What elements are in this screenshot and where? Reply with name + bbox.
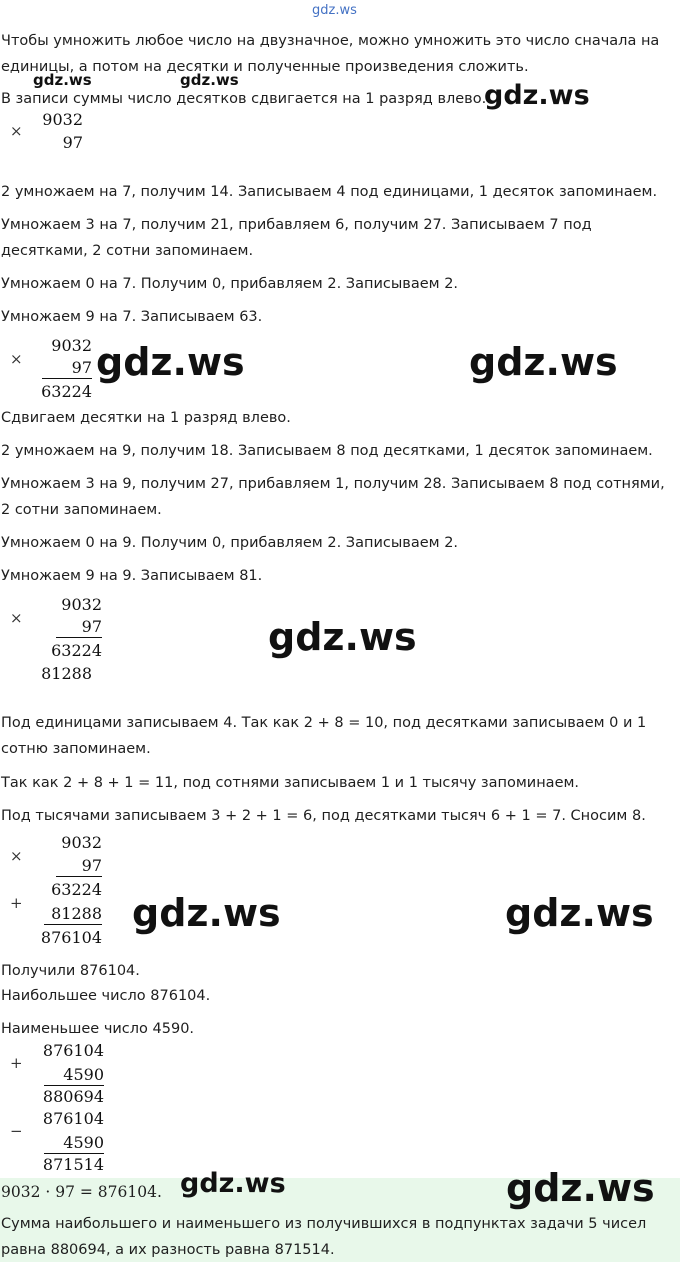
multiply-sign: ×	[10, 122, 23, 140]
max-number-text: Наибольшее число 876104.	[1, 988, 211, 1004]
step-text: Умножаем 3 на 7, получим 21, прибавляем 6, получим 27. Записываем 7 под десятками, 2 сотни запоминаем.	[1, 217, 592, 259]
step-text: Умножаем 0 на 9. Получим 0, прибавляем 2. Записываем 2.	[1, 535, 459, 551]
watermark: gdz.ws	[180, 1168, 286, 1199]
min-number-text: Наименьшее число 4590.	[1, 1021, 195, 1037]
partial-product-shifted: 81288	[41, 664, 92, 683]
multiply-sign: ×	[10, 609, 23, 627]
partial-product: 63224	[41, 382, 92, 401]
minus-sign: −	[10, 1122, 23, 1140]
multiply-sign: ×	[10, 847, 23, 865]
diff-operand-a: 876104	[42, 1109, 104, 1128]
multiplier: 97	[56, 856, 102, 877]
intro-paragraph: Чтобы умножить любое число на двузначное, можно умножить это число сначала на единицы, а потом на десятки и полученные произведения сложить.	[1, 33, 660, 75]
step-text: Под единицами записываем 4. Так как 2 + 8 = 10, под десятками записываем 0 и 1 сотню запоминаем.	[1, 715, 647, 757]
multiply-sign: ×	[10, 350, 23, 368]
watermark: gdz.ws	[180, 71, 239, 89]
step-text: 2 умножаем на 9, получим 18. Записываем 8 под десятками, 1 десяток запоминаем.	[1, 443, 653, 459]
watermark: gdz.ws	[132, 891, 281, 935]
diff-result: 871514	[42, 1155, 104, 1174]
intro-shift-note: В записи суммы число десятков сдвигается на 1 разряд влево.	[1, 91, 487, 107]
watermark: gdz.ws	[484, 80, 590, 111]
sum-operand-a: 876104	[42, 1041, 104, 1060]
watermark: gdz.ws	[268, 615, 417, 659]
diff-operand-b: 4590	[44, 1133, 104, 1154]
sum-result: 880694	[42, 1087, 104, 1106]
multiplicand: 9032	[42, 110, 83, 129]
multiplier: 97	[42, 358, 92, 379]
step-text: 2 умножаем на 7, получим 14. Записываем 4 под единицами, 1 десяток запоминаем.	[1, 184, 658, 200]
result-text: Получили 876104.	[1, 963, 140, 979]
multiplicand: 9032	[61, 595, 102, 614]
plus-sign: +	[10, 894, 23, 912]
plus-sign: +	[10, 1054, 23, 1072]
multiplicand: 9032	[61, 833, 102, 852]
multiplicand: 9032	[51, 336, 92, 355]
step-text: Умножаем 0 на 7. Получим 0, прибавляем 2. Записываем 2.	[1, 276, 459, 292]
partial-product: 63224	[51, 880, 102, 899]
watermark-top: gdz.ws	[312, 3, 357, 18]
step-text: Умножаем 3 на 9, получим 27, прибавляем 1, получим 28. Записываем 8 под сотнями, 2 сотни запоминаем.	[1, 476, 665, 518]
step-text: Так как 2 + 8 + 1 = 11, под сотнями записываем 1 и 1 тысячу запоминаем.	[1, 775, 580, 791]
partial-product: 63224	[51, 641, 102, 660]
final-equation: 9032 · 97 = 876104.	[1, 1183, 162, 1201]
sum-operand-b: 4590	[44, 1065, 104, 1086]
partial-product-shifted: 81288	[44, 904, 102, 925]
product-result: 876104	[40, 928, 102, 947]
step-text: Под тысячами записываем 3 + 2 + 1 = 6, под десятками тысяч 6 + 1 = 7. Сносим 8.	[1, 808, 646, 824]
step-text: Умножаем 9 на 7. Записываем 63.	[1, 309, 263, 325]
step-text: Умножаем 9 на 9. Записываем 81.	[1, 568, 263, 584]
watermark: gdz.ws	[506, 1166, 655, 1210]
watermark: gdz.ws	[33, 71, 92, 89]
multiplier: 97	[56, 617, 102, 638]
watermark: gdz.ws	[469, 340, 618, 384]
watermark: gdz.ws	[96, 340, 245, 384]
step-text: Сдвигаем десятки на 1 разряд влево.	[1, 410, 291, 426]
watermark: gdz.ws	[505, 891, 654, 935]
multiplier: 97	[62, 133, 83, 152]
final-answer: Сумма наибольшего и наименьшего из получившихся в подпунктах задачи 5 чисел равна 880694, а их разность равна 871514.	[1, 1216, 647, 1258]
